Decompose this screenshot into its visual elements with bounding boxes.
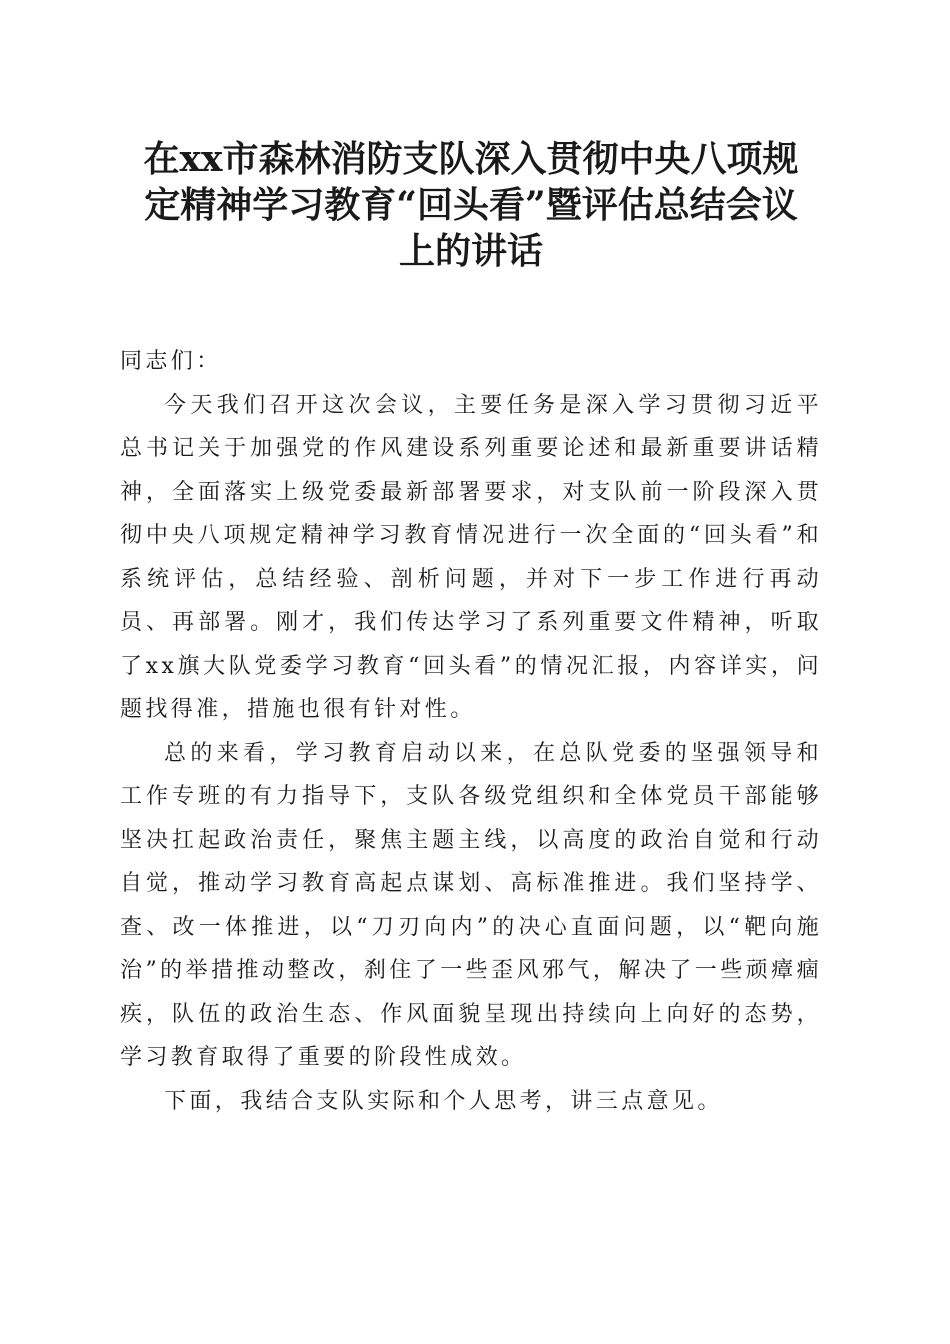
paragraph-1: 今天我们召开这次会议，主要任务是深入学习贯彻习近平总书记关于加强党的作风建设系列重要论述和最新重要讲话精神，全面落实上级党委最新部署要求，对支队前一阶段深入贯彻中央八项规定精神学习教育情况进行一次全面的“回头看”和系统评估，总结经验、剖析问题，并对下一步工作进行再动员、再部署。刚才，我们传达学习了系列重要文件精神，听取了xx旗大队党委学习教育“回头看”的情况汇报，内容详实，问题找得准，措施也很有针对性。 <box>120 392 822 722</box>
salutation: 同志们： <box>120 349 222 374</box>
document-body <box>120 340 822 1123</box>
paragraph-2: 总的来看，学习教育启动以来，在总队党委的坚强领导和工作专班的有力指导下，支队各级党组织和全体党员干部能够坚决扛起政治责任，聚焦主题主线，以高度的政治自觉和行动自觉，推动学习教育高起点谋划、高标准推进。我们坚持学、查、改一体推进，以“刀刃向内”的决心直面问题，以“靶向施治”的举措推动整改，刹住了一些歪风邪气，解决了一些顽瘴痼疾，队伍的政治生态、作风面貌呈现出持续向上向好的态势，学习教育取得了重要的阶段性成效。 <box>120 740 822 1070</box>
document-title: 在xx市森林消防支队深入贯彻中央八项规定精神学习教育“回头看”暨评估总结会议上的讲话 <box>143 138 799 272</box>
paragraph-3: 下面，我结合支队实际和个人思考，讲三点意见。 <box>164 1088 723 1114</box>
